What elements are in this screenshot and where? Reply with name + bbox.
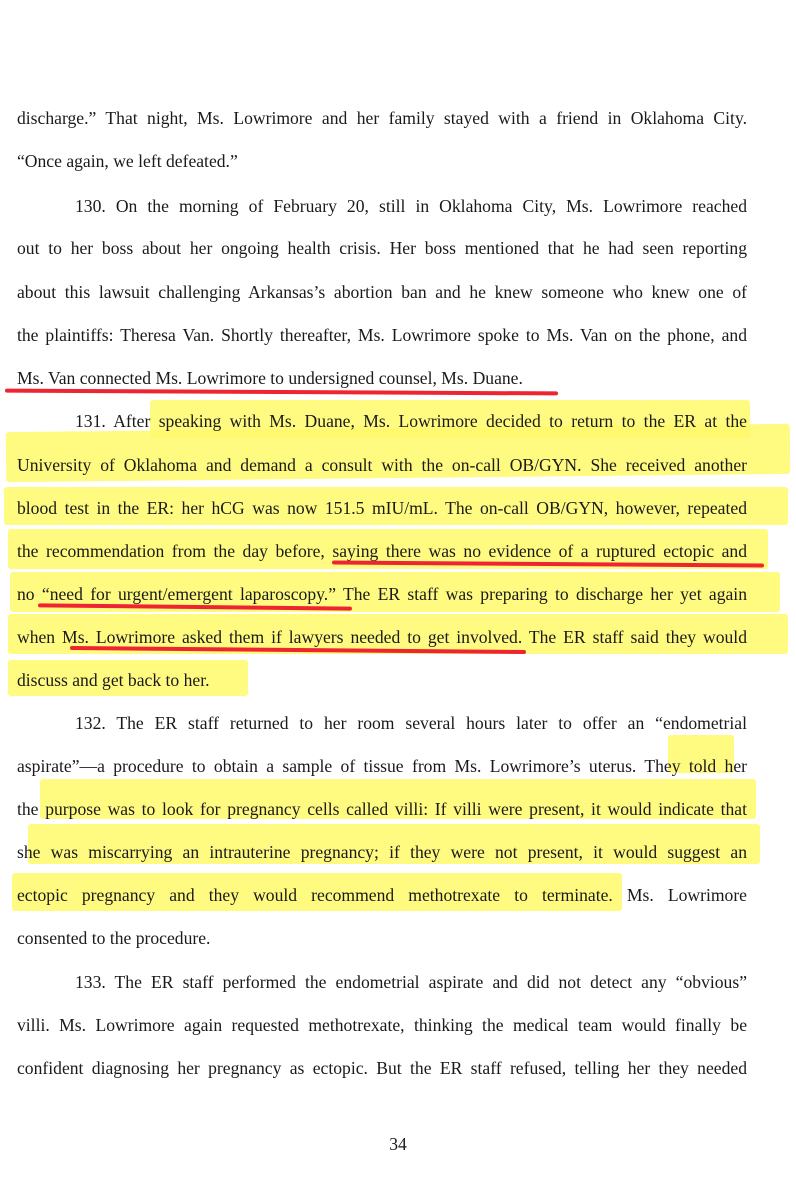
text-line: consented to the procedure. bbox=[17, 928, 211, 948]
text-line: villi. Ms. Lowrimore again requested methotrexate, thinking the medical team would finally be bbox=[17, 1015, 747, 1035]
text-line: University of Oklahoma and demand a consult with the on-call OB/GYN. She received another bbox=[17, 455, 747, 475]
text-line: the recommendation from the day before, saying there was no evidence of a ruptured ectopic and bbox=[17, 541, 747, 561]
text-line: about this lawsuit challenging Arkansas’s abortion ban and he knew someone who knew one of bbox=[17, 282, 747, 302]
text-line: ectopic pregnancy and they would recommend methotrexate to terminate. Ms. Lowrimore bbox=[17, 885, 747, 905]
text-line: when Ms. Lowrimore asked them if lawyers needed to get involved. The ER staff said they would bbox=[17, 627, 747, 647]
text-line: the plaintiffs: Theresa Van. Shortly thereafter, Ms. Lowrimore spoke to Ms. Van on the phone, and bbox=[17, 325, 747, 345]
paragraph-132-start: 132. The ER staff returned to her room several hours later to offer an “endometrial bbox=[75, 713, 747, 733]
text-line: Ms. Van connected Ms. Lowrimore to undersigned counsel, Ms. Duane. bbox=[17, 368, 523, 388]
page-number: 34 bbox=[389, 1134, 407, 1154]
text-line: blood test in the ER: her hCG was now 151.5 mIU/mL. The on-call OB/GYN, however, repeated bbox=[17, 498, 747, 518]
text-line: aspirate”—a procedure to obtain a sample of tissue from Ms. Lowrimore’s uterus. They told her bbox=[17, 756, 747, 776]
text-line: no “need for urgent/emergent laparoscopy.” The ER staff was preparing to discharge her yet again bbox=[17, 584, 747, 604]
text-line: discharge.” That night, Ms. Lowrimore and her family stayed with a friend in Oklahoma City. bbox=[17, 108, 747, 128]
text-line: she was miscarrying an intrauterine pregnancy; if they were not present, it would suggest an bbox=[17, 842, 747, 862]
text-line: out to her boss about her ongoing health crisis. Her boss mentioned that he had seen reporting bbox=[17, 238, 747, 258]
paragraph-130-start: 130. On the morning of February 20, still in Oklahoma City, Ms. Lowrimore reached bbox=[75, 196, 747, 216]
text-line: discuss and get back to her. bbox=[17, 670, 210, 690]
text-line: “Once again, we left defeated.” bbox=[17, 151, 238, 171]
paragraph-133-start: 133. The ER staff performed the endometrial aspirate and did not detect any “obvious” bbox=[75, 972, 747, 992]
text-line: confident diagnosing her pregnancy as ectopic. But the ER staff refused, telling her they needed bbox=[17, 1058, 747, 1078]
text-line: the purpose was to look for pregnancy cells called villi: If villi were present, it would indicate that bbox=[17, 799, 747, 819]
paragraph-131-start: 131. After speaking with Ms. Duane, Ms. Lowrimore decided to return to the ER at the bbox=[75, 411, 747, 431]
